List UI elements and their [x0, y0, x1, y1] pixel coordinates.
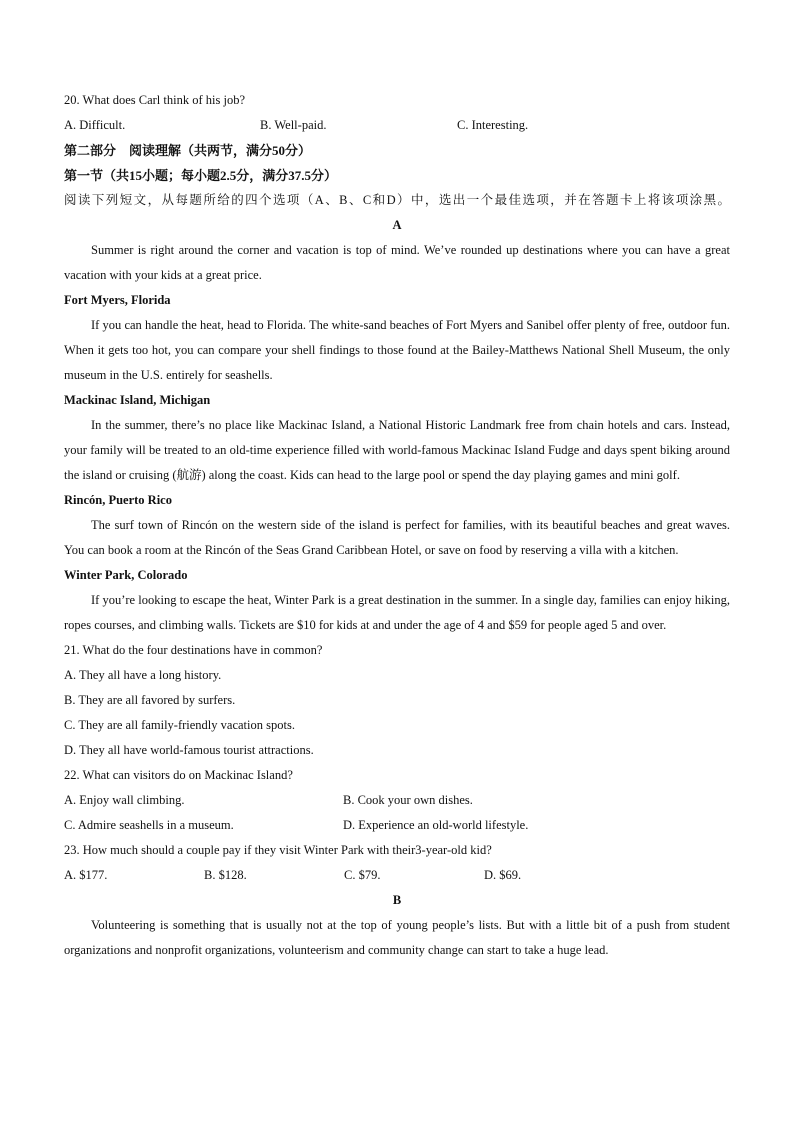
q22-options-row2: [64, 813, 730, 838]
destination-heading: Winter Park, Colorado: [64, 568, 188, 582]
q21-option-c: C. They are all family-friendly vacation spots.: [64, 718, 295, 732]
q23-option-c: C. $79.: [344, 868, 381, 882]
q20-option-c: C. Interesting.: [457, 118, 529, 132]
q20-options: [64, 113, 730, 138]
destination-text: If you can handle the heat, head to Florida. The white-sand beaches of Fort Myers and Sanibel offer plenty of free, outdoor fun. When it gets too hot, you can compare your shell findings to those found at the Bailey-Matthews National Shell Museum, the only museum in the U.S. entirely for seashells.: [64, 318, 730, 382]
q21-question: 21. What do the four destinations have in common?: [64, 643, 323, 657]
q20-question: 20. What does Carl think of his job?: [64, 93, 245, 107]
part2-title: 第二部分 阅读理解（共两节，满分50分）: [64, 143, 312, 158]
q23-option-a: A. $177.: [64, 868, 108, 882]
passage-a-intro: Summer is right around the corner and vacation is top of mind. We’ve rounded up destinations where you can have a great vacation with your kids at a great price.: [64, 243, 730, 282]
q22-option-d: D. Experience an old-world lifestyle.: [343, 818, 529, 832]
destination-heading: Mackinac Island, Michigan: [64, 393, 211, 407]
q23-option-d: D. $69.: [484, 868, 522, 882]
exam-page: [64, 88, 730, 963]
destination-text: In the summer, there’s no place like Mackinac Island, a National Historic Landmark free from chain hotels and cars. Instead, your family will be treated to an old-time experience filled with world-famous Mackinac Island Fudge and days spent biking around the island or cruising (航游) along the coast. Kids can head to the large pool or spend the day playing games and mini golf.: [64, 418, 730, 482]
destination-heading: Fort Myers, Florida: [64, 293, 171, 307]
q22-question: 22. What can visitors do on Mackinac Island?: [64, 768, 293, 782]
q21-option-a: A. They all have a long history.: [64, 668, 222, 682]
q21-option-b: B. They are all favored by surfers.: [64, 693, 236, 707]
q22-option-b: B. Cook your own dishes.: [343, 793, 473, 807]
passage-b-label: B: [392, 893, 402, 907]
destination-text: If you’re looking to escape the heat, Winter Park is a great destination in the summer. In a single day, families can enjoy hiking, ropes courses, and climbing walls. Tickets are $10 for kids at and under the age of 4 and $59 for people aged 5 and over.: [64, 593, 730, 632]
passage-a-label: A: [392, 218, 402, 232]
section1-title: 第一节（共15小题；每小题2.5分，满分37.5分）: [64, 168, 338, 183]
q21-option-d: D. They all have world-famous tourist attractions.: [64, 743, 314, 757]
q23-options: [64, 863, 730, 888]
q22-option-a: A. Enjoy wall climbing.: [64, 793, 185, 807]
q23-question: 23. How much should a couple pay if they visit Winter Park with their3-year-old kid?: [64, 843, 492, 857]
q22-option-c: C. Admire seashells in a museum.: [64, 818, 234, 832]
q22-options-row1: [64, 788, 730, 813]
q20-option-a: A. Difficult.: [64, 118, 126, 132]
passage-b-text: Volunteering is something that is usually not at the top of young people’s lists. But with a little bit of a push from student organizations and nonprofit organizations, volunteerism and community change can start to take a huge lead.: [64, 918, 730, 957]
reading-instruction: 阅读下列短文，从每题所给的四个选项（A、B、C和D）中，选出一个最佳选项，并在答题卡上将该项涂黑。: [64, 193, 730, 207]
q20-option-b: B. Well-paid.: [260, 118, 327, 132]
destination-heading: Rincón, Puerto Rico: [64, 493, 172, 507]
destination-text: The surf town of Rincón on the western side of the island is perfect for families, with its beautiful beaches and great waves. You can book a room at the Rincón of the Seas Grand Caribbean Hotel, or save on food by reserving a villa with a kitchen.: [64, 518, 730, 557]
q23-option-b: B. $128.: [204, 868, 247, 882]
